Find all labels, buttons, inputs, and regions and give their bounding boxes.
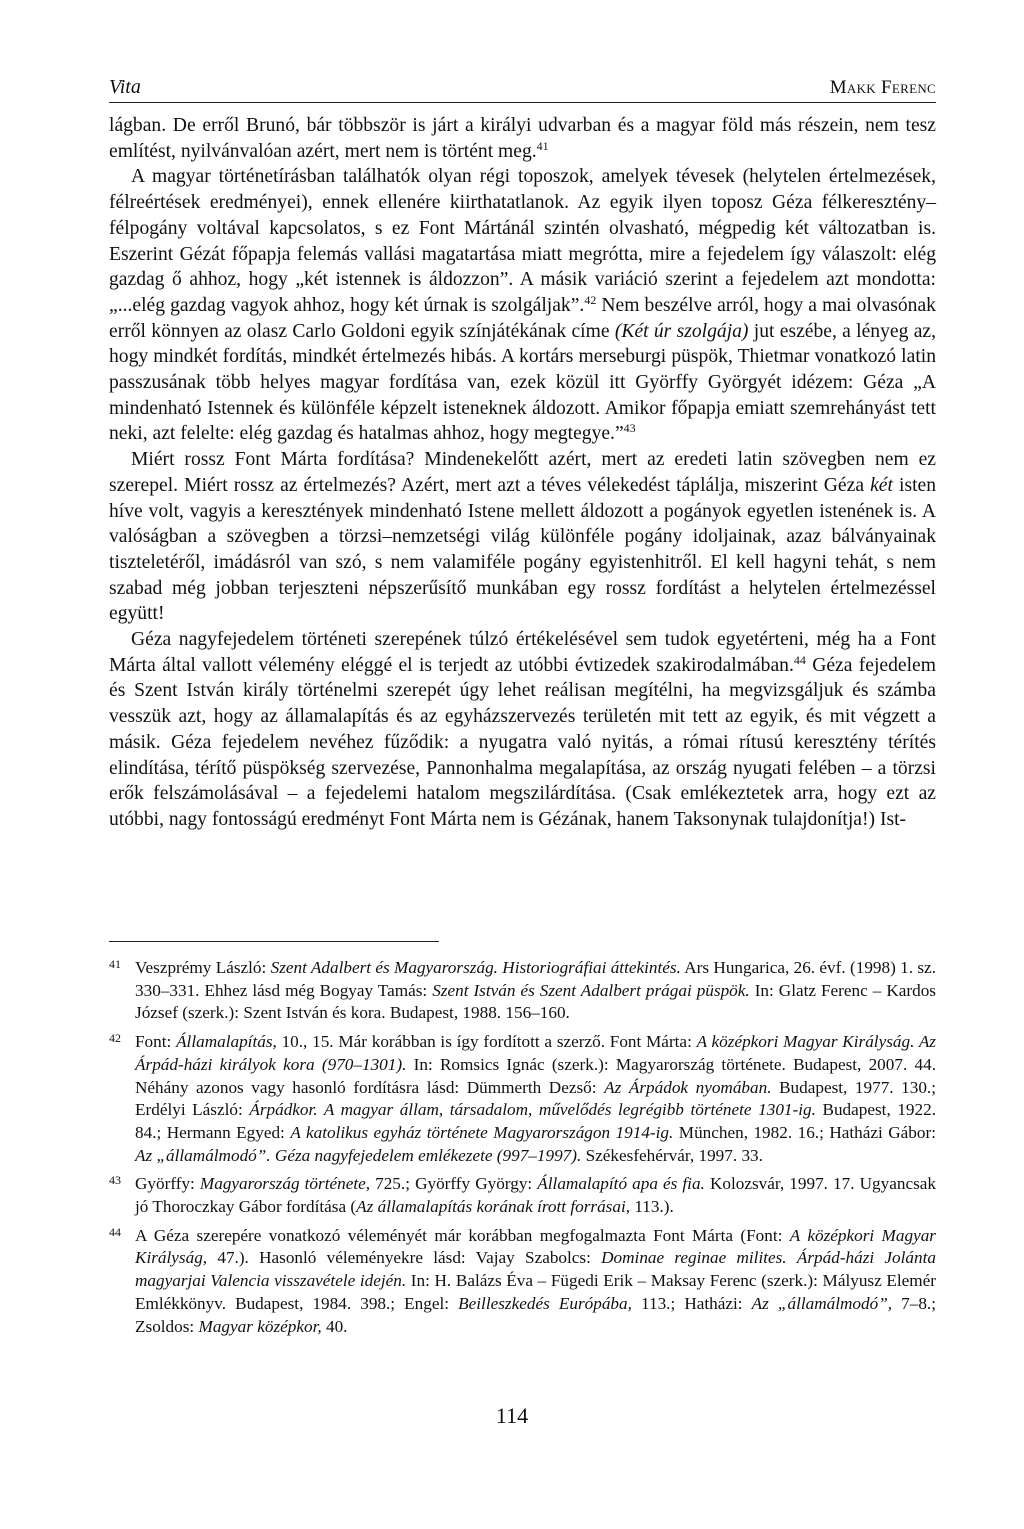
footnote-text: Kolozsvár, 1997. 17. Ugyancsak jó Thoroczkay Gábor fordítása (	[135, 1174, 936, 1217]
footnote-text: Ars Hungarica, 26. évf. (1998) 1. sz. 330–331. Ehhez lásd még Bogyay Tamás:	[135, 958, 936, 1000]
footnote-text: Veszprémy László:	[135, 958, 271, 977]
footnote	[109, 1225, 936, 1339]
paragraph: Géza nagyfejedelem történeti szerepének túlzó értékelésével sem tudok egyetérteni, még ha a Font Márta által vallott vélemény eléggé el is terjedt az utóbbi évtizedek szakirodalmában.$^{44}$ Géza fejedelem és Szent István király történelmi szerepét úgy lehet reálisan megítélni, ha megvizsgáljuk és számba vesszük azt, hogy az államalapítás és az egyházszervezés területén mit tett az egyik, és mit végzett a másik. Géza fejedelem nevéhez fűződik: a nyugatra való nyitás, a római rítusú keresztény térítés elindítása, térítő püspökség szervezése, Pannonhalma megalapítása, az ország nyugati felében – a törzsi erők felszámolásával – a fejedelemi hatalom megszilárdítása. (Csak emlékeztetek arra, hogy ezt az utóbbi, nagy fontosságú eredményt Font Márta nem is Gézának, hanem Taksonynak tulajdonítja!) Ist-	[109, 629, 936, 830]
footnote-text: Budapest, 1922. 84.; Hermann Egyed:	[135, 1100, 936, 1142]
footnote-title: Az „államálmodó”,	[751, 1293, 893, 1313]
footnote-text: Székesfehérvár, 1997. 33.	[581, 1145, 763, 1165]
footnote-ref[interactable]: 41	[536, 138, 549, 153]
paragraph: Miért rossz Font Márta fordítása? Mindenekelőtt azért, mert az eredeti latin szövegben nem ez szerepel. Miért rossz az értelmezés? Azért, mert azt a téves vélekedést táplálja, miszerint Géza két isten híve volt, vagyis a keresztények mindenható Istene mellett áldozott a pogányok egyetlen istenének is. A valóságban a szövegben a törzsi–nemzetségi világ különféle pogány idoljainak, azaz bálványainak tiszteletéről, imádásról van szó, s nem valamiféle pogány egyistenhitről. El kell hagyni tehát, s nem szabad még jobban terjeszteni népszerűsítő munkában egy rossz fordítást a helytelen értelmezéssel együtt!	[109, 449, 937, 625]
paragraph: lágban. De erről Brunó, bár többször is járt a királyi udvarban és a magyar föld más részein, nem tesz említést, nyilvánvalóan azért, mert nem is történt meg.$^{41}$	[109, 115, 936, 162]
footnote-title: Dominae reginae milites. Árpád-házi Jolánta magyarjai Valencia visszavétele idején.	[135, 1248, 936, 1291]
footnote-number: 42	[109, 1031, 121, 1046]
footnote-text: In: Romsics Ignác (szerk.): Magyarország története. Budapest, 2007. 44. Néhány azonos vagy hasonló fordításra lásd: Dümmerth Dezső:	[135, 1054, 936, 1097]
footnote-text: A Géza szerepére vonatkozó véleményét már korábban megfogalmazta Font Márta (Font:	[135, 1225, 790, 1245]
footnote-ref[interactable]: 44	[793, 652, 806, 667]
footnote-title: A középkori Magyar Királyság,	[135, 1225, 936, 1268]
footnote-title: Államalapító apa és fia.	[537, 1174, 705, 1194]
footnote-text: In: H. Balázs Éva – Fügedi Erik – Maksay Ferenc (szerk.): Mályusz Elemér Emlékkönyv. Budapest, 1984. 398.; Engel:	[135, 1271, 936, 1313]
footnote-text: 7–8.; Zsoldos:	[135, 1293, 937, 1336]
footnote-title: Magyarország története,	[199, 1174, 371, 1194]
footnote-number: 41	[109, 957, 121, 971]
footnotes	[109, 957, 936, 1344]
footnote-title: Az Árpádok nyomában.	[604, 1077, 772, 1097]
footnote-title: A katolikus egyház története Magyarországon 1914-ig.	[290, 1122, 674, 1142]
footnote-title: Az „államálmodó”. Géza nagyfejedelem emlékezete (997–1997).	[135, 1145, 582, 1165]
footnote-text: In: Glatz Ferenc – Kardos József (szerk.): Szent István és kora. Budapest, 1988. 156–160.	[135, 980, 936, 1023]
footnote-title: Beilleszkedés Európába,	[458, 1293, 632, 1313]
paragraph: A magyar történetírásban találhatók olyan régi toposzok, amelyek tévesek (helytelen értelmezések, félreértések eredményei), ennek ellenére kiirthatatlanok. Az egyik ilyen toposz Géza félkeresztény–félpogány voltával kapcsolatos, s ez Font Mártánál szintén olvasható, mégpedig két változatban is. Eszerint Gézát főpapja felemás vallási magatartása miatt megrótta, mire a fejedelem így válaszolt: elég gazdag ő ahhoz, hogy „két istennek is áldozzon”. A másik variáció szerint a fejedelem azt mondotta: „...elég gazdag vagyok ahhoz, hogy két úrnak is szolgáljak”.$^{42}$ Nem beszélve arról, hogy a mai olvasónak erről könnyen az olasz Carlo Goldoni egyik színjátékának címe (Két úr szolgája) jut eszébe, a lényeg az, hogy mindkét fordítás, mindkét értelmezés hibás. A kortárs merseburgi püspök, Thietmar vonatkozó latin passzusának több helyes magyar fordítása van, ezek közül itt Györffy Györgyét idézem: Géza „A mindenható Istennek és különféle képzelt isteneknek áldozott. Amikor főpapja emiatt szemrehányást tett neki, azt felelte: elég gazdag és hatalmas ahhoz, hogy megtegye.”$^{43}$	[109, 166, 936, 445]
footnote-text: München, 1982. 16.; Hatházi Gábor:	[673, 1122, 936, 1142]
footnote	[109, 1173, 936, 1218]
footnote-number: 43	[109, 1173, 121, 1188]
footnote-title: Államalapítás,	[176, 1032, 277, 1052]
footnote-title: A középkori Magyar Királyság. Az Árpád-házi királyok kora (970–1301).	[135, 1032, 937, 1074]
footnote-title: Szent István és Szent Adalbert prágai püspök.	[432, 980, 750, 1000]
author-name: Makk Ferenc	[829, 77, 936, 98]
footnote-number: 44	[109, 1224, 121, 1239]
section-title: Vita	[109, 76, 141, 98]
footnote-divider	[109, 941, 439, 942]
footnote-text: 113.; Hatházi:	[631, 1293, 752, 1313]
footnote-text: 113.).	[630, 1197, 674, 1217]
footnote-text: Györffy:	[135, 1174, 200, 1194]
footnote	[109, 1031, 936, 1167]
footnote-ref[interactable]: 43	[623, 421, 636, 436]
main-text	[109, 113, 936, 833]
page-number: 114	[495, 1403, 529, 1428]
footnote-title: Árpádkor. A magyar állam, társadalom, művelődés legrégibb története 1301-ig.	[249, 1100, 816, 1120]
footnote-text: 725.; Györffy György:	[370, 1174, 538, 1194]
footnote-title: Az államalapítás korának írott forrásai,	[356, 1197, 631, 1217]
footnote	[109, 957, 936, 1025]
footnote-text: 40.	[321, 1316, 348, 1336]
footnote-text: Font:	[135, 1032, 177, 1052]
running-header	[109, 76, 936, 103]
footnote-ref[interactable]: 42	[584, 292, 597, 307]
footnote-text: 47.). Hasonló véleményekre lásd: Vajay Szabolcs:	[207, 1248, 602, 1268]
footnote-text: Budapest, 1977. 130.; Erdélyi László:	[135, 1077, 936, 1120]
footnote-title: Magyar középkor,	[198, 1316, 322, 1336]
footnote-title: Szent Adalbert és Magyarország. Historiográfiai áttekintés.	[270, 958, 681, 977]
footnote-text: 10., 15. Már korábban is így fordított a szerző. Font Márta:	[276, 1032, 697, 1052]
